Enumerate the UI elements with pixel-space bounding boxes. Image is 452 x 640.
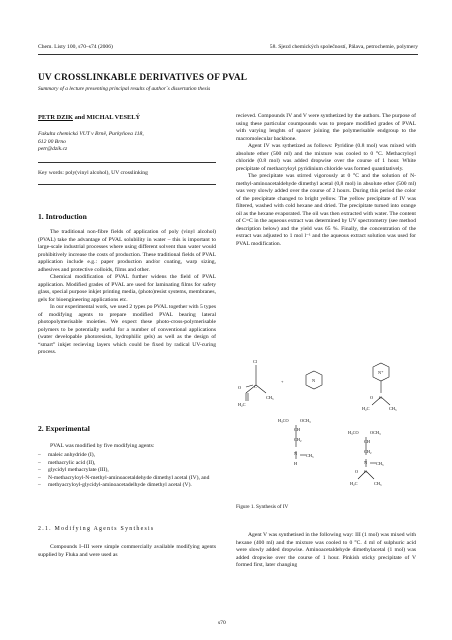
section-heading-experimental: 2. Experimental: [38, 424, 90, 433]
list-item: – methyacryloyl-glycidyl-aminoacetadelhyde dimethyl acetal (V).: [38, 482, 192, 488]
affiliation-line: 612 00 Brno: [38, 138, 66, 145]
paragraph: In our experimental work, we used 2 types po PVAL together with 5 types of modifying agents to prepare modified PVAL bearing lateral photopolymerisable moieties. We expect these photo-cross-polymerisable polymers to be potentially useful for a number of conventional applications (water developable photoresists, hydrophilic gels) as well as the design of “smart” inkjet recieving layers which could be fixed by radical UV-curing process.: [38, 304, 216, 355]
paper-summary: Summary of a lecture presenting principal results of author´s dissertation thesis: [38, 86, 211, 92]
label-cl: Cl: [253, 359, 258, 364]
keywords-rule-top: [38, 162, 216, 163]
label-n: N: [312, 378, 316, 383]
paragraph: The precipitate was stirred vigorously at 0 °C and the solution of N-methyl-aminoacetaldehyde dimethyl acetal (0,8 mol) in absolute ether (500 ml) was very slowly added over the course of 2 hours. During this period the color of the precipitate changed to bright yellow. The yellow precipitate of IV was filtered, washed with cold hexane and dried. The precipitate turned into orange oil as the hexane evaporated. The oil was then extracted with water. The content of C=C in the aqueous extract was determined by UV spectrometry (see method description below) and the yield was 65 %. Finally, the concentration of the extract was adjusted to 1 mol l⁻¹ and the aqueous extract solution was used for PVAL modification.: [236, 173, 416, 247]
label-ch3: CH₃: [374, 481, 382, 486]
label-h: H: [294, 461, 298, 466]
experimental-intro: [38, 443, 216, 451]
label-ch3: CH₃: [266, 395, 274, 400]
label-h3co: H₃CO: [348, 430, 359, 435]
affiliation: [38, 131, 144, 154]
paper-title: UV CROSSLINKABLE DERIVATIVES OF PVAL: [38, 73, 248, 83]
paragraph: The traditional non-fibre fields of application of poly (vinyl alcohol) (PVAL) take the advantage of PVAL solubility in water – this is important to large-scale industrial processes where using different solvent than water would prohibitively increase the costs of production. These traditional fields of PVAL application include e.g.: paper production and/or coating, warp sizing, adhesives and protective colloids, films and other.: [38, 229, 216, 273]
label-h2c: H₂C: [350, 481, 358, 486]
label-h2c: H₂C: [362, 406, 370, 411]
paragraph: Chemical modification of PVAL further widens the field of PVAL application. Modified grades of PVAL are used for laminating films for safety glass, special purpose inkjet printing media, (photo)resist systems, membranes, gels for bioengineering applications etc.: [38, 274, 216, 303]
modifying-agents-list: [38, 452, 216, 490]
synthesis-scheme: [236, 355, 416, 495]
introduction-text: [38, 229, 216, 357]
label-h3co: H₃CO: [278, 418, 289, 423]
header-rule: [38, 54, 418, 55]
label-ch: CH: [364, 439, 370, 444]
paragraph: Agent IV was sythetized as follows: Pyridine (0.8 mol) was mixed with absolute ether (500 ml) and the mixture was cooled to 0 °C. Methacryloyl chloride (0.8 mol) was added dropwise over the course of 1 hour. White precipitate of methacryloyl pyridinium chloride was formed quantitatively.: [236, 143, 416, 172]
label-c: C: [254, 384, 257, 389]
affiliation-email: petr@dzik.cz: [38, 146, 68, 152]
label-ch3: CH₃: [376, 461, 384, 466]
subsection-text: [38, 544, 216, 559]
author-second: MICHAL VESELÝ: [86, 114, 141, 121]
label-o: O: [238, 385, 242, 390]
label-ch: CH: [294, 427, 300, 432]
label-ch2: CH₂: [364, 449, 372, 454]
running-header-left: Chem. Listy 100, s70–s74 (2006): [38, 44, 113, 50]
affiliation-line: Fakulta chemická VUT v Brně, Purkyňova 118,: [38, 131, 144, 137]
author-first: PETR DZIK: [38, 114, 73, 121]
label-o: O: [370, 395, 374, 400]
page-number: s70: [218, 620, 226, 626]
label-h2c: H₂C: [238, 402, 246, 407]
authors-and: and: [72, 114, 87, 121]
label-och3: OCH₃: [370, 430, 381, 435]
label-och3: OCH₃: [300, 418, 311, 423]
section-heading-introduction: 1. Introduction: [38, 212, 87, 221]
label-plus: +: [281, 379, 284, 384]
right-column-text: [236, 113, 416, 248]
keywords: Key words: poly(vinyl alcohol), UV crosslinking: [38, 170, 148, 176]
label-n: N: [364, 460, 368, 465]
label-ch3: CH₃: [389, 406, 397, 411]
keywords-rule-bottom: [38, 184, 216, 185]
running-header-right: 58. Sjezd chemických společností, Pálava, petrochemie, polymery: [269, 44, 418, 50]
paragraph: PVAL was modified by five modifying agents:: [50, 443, 155, 449]
label-o: O: [355, 469, 359, 474]
paragraph: Agent V was synthetised in the following way: III (1 mol) was mixed with hexane (400 ml) and the mixture was cooled to 0 °C. 4 ml of sulphuric acid were slowly added dropwise. Aminoacetaldehyde dimethylacetal (1 mol) was added dropwise over the course of 1 hour. Pinkish sticky precipitate of V formed first, later changing: [236, 532, 416, 568]
figure-caption: Figure 1. Synthesis of IV: [236, 504, 289, 510]
synthesis-scheme-drawing: [236, 355, 416, 495]
label-ch2: CH₂: [294, 437, 302, 442]
paragraph: recieved. Compounds IV and V were synthetized by the authors. The purpose of using these particular coumpounds was to prepare modified grades of PVAL with varying lenghts of spacer joining the polymerisable endgroup to the macromolecular backbone.: [236, 113, 416, 142]
list-item: – glycidyl methacrylate (III),: [38, 467, 109, 473]
list-item: – N-methacryloyl-N-methyl-aminoacetaldehyde dimethyl acetal (IV), and: [38, 474, 210, 481]
paragraph: Compounds I–III were simple commercially available modifying agents supplied by Fluka and were used as: [38, 544, 216, 558]
right-column-continuation: [236, 532, 416, 570]
list-item: – maleic anhydride (I),: [38, 452, 96, 458]
subsection-heading: 2.1. Modifying Agents Synthesis: [38, 526, 155, 532]
list-item: – methacrylic acid (II),: [38, 459, 96, 466]
authors: [38, 114, 140, 121]
label-c: C: [364, 469, 367, 474]
label-c: C: [379, 395, 382, 400]
label-ch3: CH₃: [306, 453, 314, 458]
label-nplus: N⁺: [378, 370, 384, 375]
label-n: N: [294, 451, 298, 456]
